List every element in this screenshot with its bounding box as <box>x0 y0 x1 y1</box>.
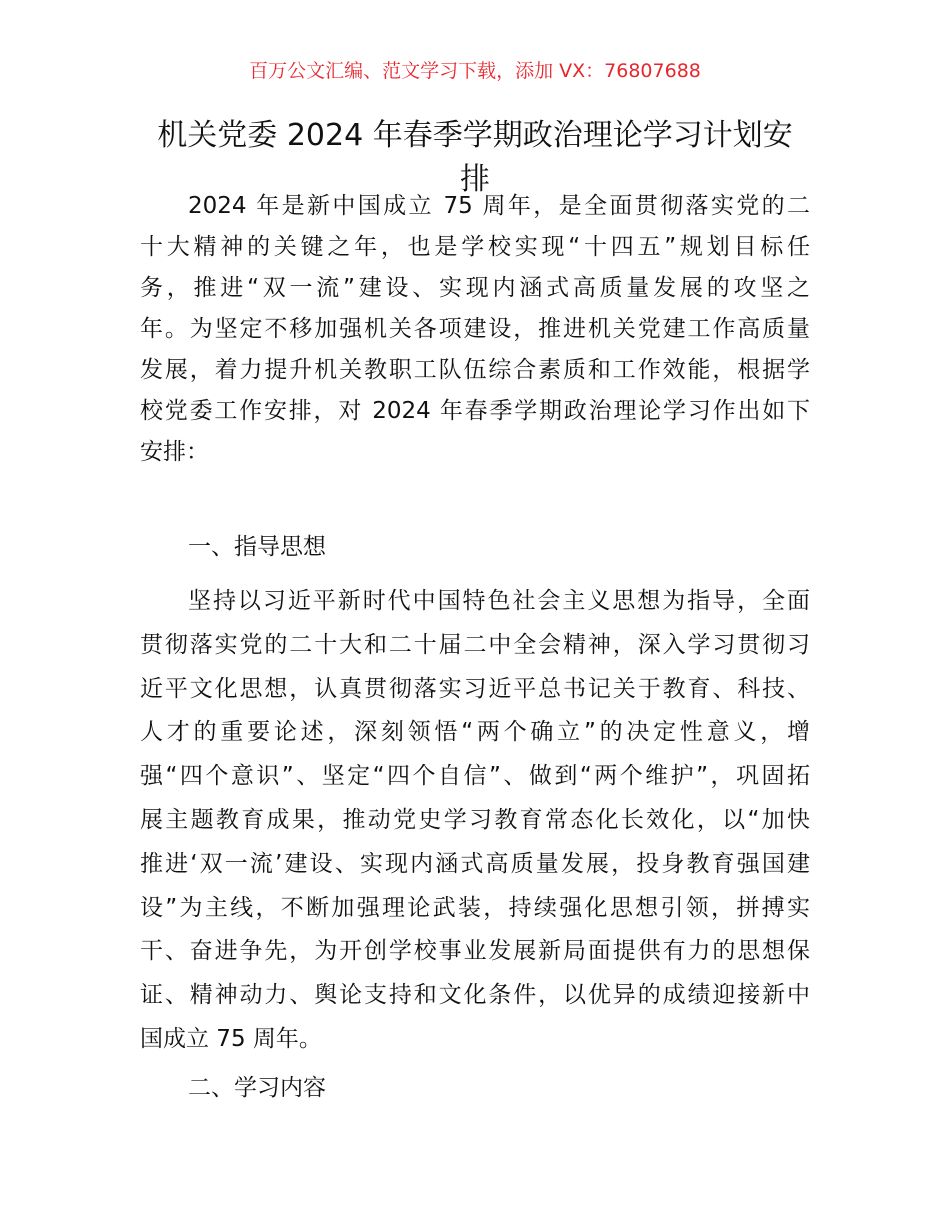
text-line: 设”为主线，不断加强理论武装，持续强化思想引领，拼搏实 <box>140 894 810 921</box>
text-line: 强“四个意识”、坚定“四个自信”、做到“两个维护”，巩固拓 <box>140 763 810 790</box>
text-line: 干、奋进争先，为开创学校事业发展新局面提供有力的思想保 <box>140 938 810 965</box>
title-line: 机关党委 2024 年春季学期政治理论学习计划安 <box>157 118 793 153</box>
text-line: 人才的重要论述，深刻领悟“两个确立”的决定性意义，增 <box>140 719 810 746</box>
text-line: 发展，着力提升机关教职工队伍综合素质和工作效能，根据学 <box>140 357 810 383</box>
title-line: 排 <box>460 162 490 197</box>
text-line: 务，推进“双一流”建设、实现内涵式高质量发展的攻坚之 <box>140 275 810 301</box>
text-line: 近平文化思想，认真贯彻落实习近平总书记关于教育、科技、 <box>140 675 810 702</box>
text-line: 展主题教育成果，推动党史学习教育常态化长效化，以“加快 <box>140 806 810 833</box>
text-line: 年。为坚定不移加强机关各项建设，推进机关党建工作高质量 <box>140 316 810 342</box>
text-line: 贯彻落实党的二十大和二十届二中全会精神，深入学习贯彻习 <box>140 631 810 658</box>
section-heading-guiding-ideology: 一、指导思想 <box>188 534 326 560</box>
text-line: 十大精神的关键之年，也是学校实现“十四五”规划目标任 <box>140 234 810 260</box>
intro-paragraph <box>140 186 810 473</box>
text-line: 2024 年是新中国成立 75 周年，是全面贯彻落实党的二 <box>188 193 810 219</box>
header-note: 百万公文汇编、范文学习下载，添加 VX：76807688 <box>249 60 701 82</box>
text-line: 证、精神动力、舆论支持和文化条件，以优异的成绩迎接新中 <box>140 982 810 1009</box>
section-heading-study-content: 二、学习内容 <box>188 1075 326 1101</box>
text-line: 校党委工作安排，对 2024 年春季学期政治理论学习作出如下 <box>140 398 810 424</box>
text-line: 坚持以习近平新时代中国特色社会主义思想为指导，全面 <box>188 588 810 614</box>
text-line: 安排： <box>140 439 209 465</box>
text-line: 推进‘双一流’建设、实现内涵式高质量发展，投身教育强国建 <box>140 850 810 877</box>
text-line: 国成立 75 周年。 <box>140 1025 322 1052</box>
guiding-ideology-paragraph <box>140 580 810 1062</box>
